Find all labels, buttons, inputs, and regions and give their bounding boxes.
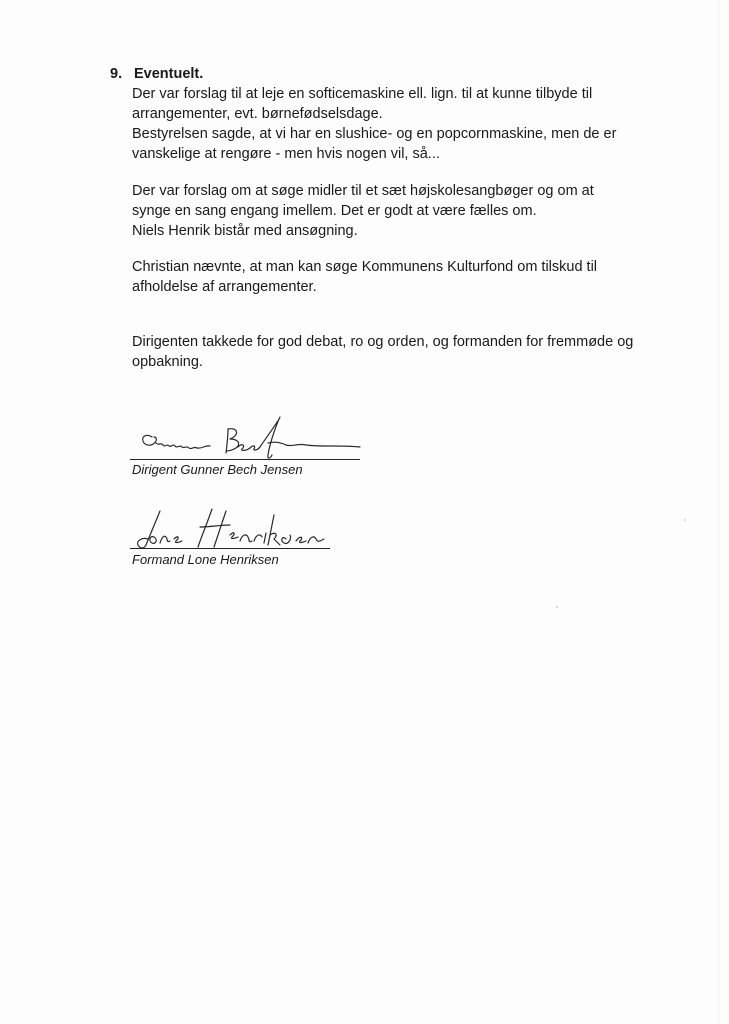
section-heading: [110, 64, 670, 84]
handwritten-signature-lone: [130, 505, 370, 551]
signature-caption: Formand Lone Henriksen: [132, 552, 279, 567]
scan-speck: [556, 606, 558, 608]
signature-block-formand: [130, 505, 370, 575]
paragraph-line: Bestyrelsen sagde, at vi har en slushice- og en popcornmaskine, men de er: [132, 126, 617, 142]
paragraph-line: Dirigenten takkede for god debat, ro og orden, og formanden for fremmøde og: [132, 334, 634, 350]
signature-caption: Dirigent Gunner Bech Jensen: [132, 462, 303, 477]
paragraph-line: afholdelse af arrangementer.: [132, 279, 317, 295]
paragraph-line: Der var forslag om at søge midler til et sæt højskolesangbøger og om at: [132, 183, 594, 199]
paragraph-softice: [132, 84, 652, 164]
section-title: [110, 64, 670, 84]
paragraph-line: opbakning.: [132, 354, 203, 370]
signature-line: [130, 459, 360, 460]
paragraph-closing: [132, 332, 652, 372]
paragraph-line: Der var forslag til at leje en softicemaskine ell. lign. til at kunne tilbyde til: [132, 86, 593, 102]
signature-block-dirigent: [130, 415, 370, 480]
paragraph-kulturfond: [132, 257, 652, 297]
handwritten-signature-gunner: [130, 415, 370, 461]
paragraph-line: Niels Henrik bistår med ansøgning.: [132, 223, 358, 239]
scan-speck: [684, 519, 686, 521]
signature-line: [130, 548, 330, 549]
paragraph-songbooks: [132, 181, 652, 241]
paragraph-line: synge en sang engang imellem. Det er godt at være fælles om.: [132, 203, 537, 219]
section-number: 9.: [110, 66, 123, 82]
scan-edge: [718, 0, 719, 1024]
paragraph-line: vanskelige at rengøre - men hvis nogen vil, så...: [132, 146, 440, 162]
paragraph-line: Christian nævnte, at man kan søge Kommunens Kulturfond om tilskud til: [132, 259, 598, 275]
section-title-text: Eventuelt.: [134, 66, 204, 82]
paragraph-line: arrangementer, evt. børnefødselsdage.: [132, 106, 383, 122]
